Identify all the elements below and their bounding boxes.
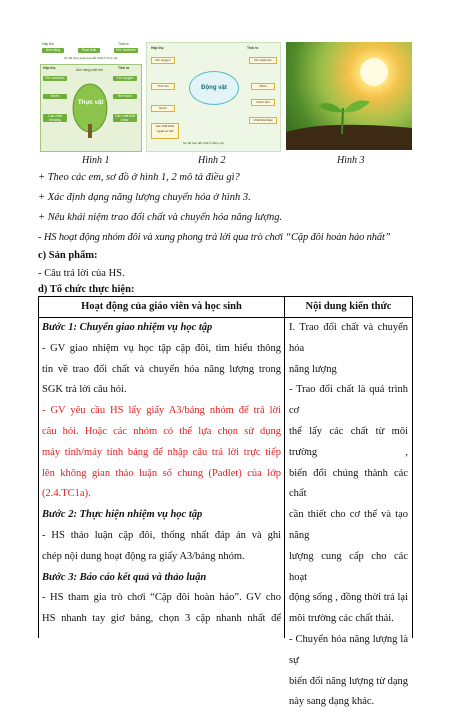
fig1-left-minerals: Các chất khoáng <box>43 114 67 122</box>
fig2-center-oval <box>189 71 239 105</box>
fig1-plant-shape <box>70 74 110 140</box>
fig2-left-header: Hấp thụ <box>151 46 164 50</box>
fig1-top-caption: Sơ đồ tổng quát trao đổi chất ở thực vật <box>64 56 118 60</box>
knowledge-line-2: năng lượng <box>289 363 337 375</box>
knowledge-line-9: môi trường các chất thải. <box>289 613 394 625</box>
fig2-right-header: Thải ra <box>247 46 259 50</box>
step-1-red-line-1: - GV yêu cầu HS lấy giấy A3/bảng nhóm để trả lời <box>42 405 281 417</box>
fig2-box-other-waste: Chất thải khác <box>249 117 277 124</box>
fig2-box-co2: Khí cacbonic <box>249 57 277 64</box>
knowledge-line-10: - Chuyển hóa năng lượng là sự <box>289 633 408 666</box>
question-line-1: + Theo các em, sơ đồ ở hình 1, 2 mô tả điều gì? <box>38 172 240 183</box>
step-2-line-1: - HS thảo luận cặp đôi, thống nhất đáp án và ghi <box>42 529 281 541</box>
step-3-title: Bước 3: Báo cáo kết quả và thảo luận <box>42 571 207 583</box>
seedling-illustration <box>286 42 412 150</box>
step-2-title: Bước 2: Thực hiện nhiệm vụ học tập <box>42 509 203 521</box>
step-3-line-1: - HS tham gia trò chơi “Cặp đôi hoàn hảo”. GV cho <box>42 592 281 604</box>
step-1-red-line-4: lên không gian thảo luận số chung (Padlet) của lớp <box>42 467 281 479</box>
section-d-heading: d) Tổ chức thực hiện: <box>38 284 135 295</box>
fig1-left-co2: Khí cacbonic <box>43 76 67 81</box>
fig1-top-label-left: Hấp thụ <box>42 42 54 46</box>
step-1-line-1: - GV giao nhiệm vụ học tập cặp đôi, tìm hiểu thông <box>42 342 281 354</box>
section-c-text: - Câu trả lời của HS. <box>38 268 125 279</box>
fig2-center-label: Động vật <box>201 85 227 91</box>
step-1-line-2: tin về trao đổi chất và chuyển hóa năng lượng trong <box>42 363 281 375</box>
table-header-right: Nội dung kiến thức <box>305 301 392 312</box>
question-line-2: + Xác định dạng năng lượng chuyển hóa ở hình 3. <box>38 192 251 203</box>
table-left-column <box>42 318 281 630</box>
fig2-box-oxygen: Khí oxygen <box>151 57 175 64</box>
knowledge-line-7: lượng cung cấp cho các hoạt <box>289 550 408 583</box>
table-right-column <box>289 318 408 713</box>
fig1-center-label: Thực vật <box>78 100 104 106</box>
caption-figure-3: Hình 3 <box>337 155 365 166</box>
fig1-center-sun: Ánh sáng mặt trời <box>76 68 103 72</box>
fig1-box-co2: Khí cacbonic <box>114 48 138 53</box>
figure-2-image <box>146 42 281 152</box>
step-1-title: Bước 1: Chuyển giao nhiệm vụ học tập <box>42 322 213 333</box>
fig1-right-oxygen: Khí oxygen <box>113 76 137 81</box>
fig1-left-water: Nước <box>43 94 67 99</box>
table-header-left: Hoạt động của giáo viên và học sinh <box>81 301 242 312</box>
knowledge-line-1: I. Trao đổi chất và chuyển hóa <box>289 322 408 354</box>
fig1-side-left-header: Hấp thụ <box>43 66 56 70</box>
caption-figure-1: Hình 1 <box>82 155 110 166</box>
knowledge-line-12: này sang dạng khác. <box>289 696 375 708</box>
step-2-line-2: chép nội dung hoạt động ra giấy A3/bảng nhóm. <box>42 550 245 562</box>
fig1-box-sunlight: Ánh sáng <box>42 48 64 53</box>
fig2-caption: Sơ đồ trao đổi chất ở động vật <box>183 141 224 145</box>
knowledge-line-11: biến đổi năng lượng từ dạng <box>289 675 408 687</box>
fig2-box-urine: Nước tiểu <box>251 99 275 106</box>
step-1-line-3: SGK trả lời câu hỏi. <box>42 384 127 396</box>
fig2-box-food: Thức ăn <box>151 83 175 90</box>
fig1-right-vapor: Hơi nước <box>113 94 137 99</box>
section-c-heading: c) Sản phẩm: <box>38 250 98 261</box>
fig1-box-plant: Hoạt chất <box>78 48 100 53</box>
question-line-3: + Nêu khái niệm trao đổi chất và chuyển hóa năng lượng. <box>38 212 283 223</box>
step-1-red-line-2: câu hỏi. Hoặc các nhóm có thể lựa chọn sử dụng <box>42 425 281 437</box>
knowledge-line-4: thể lấy các chất từ môi trường , <box>289 425 408 458</box>
fig2-box-water: Nước <box>151 105 175 112</box>
fig1-right-waste: Các chất thải khác <box>113 114 137 122</box>
table-column-divider <box>284 297 285 638</box>
fig1-side-right-header: Thải ra <box>118 66 130 70</box>
fig2-box-feces: Phân <box>251 83 275 90</box>
knowledge-line-8: động sống , đồng thời trả lại <box>289 592 408 604</box>
knowledge-line-3: - Trao đổi chất là quá trình cơ <box>289 384 408 417</box>
knowledge-line-6: cần thiết cho cơ thể và tạo năng <box>289 509 408 541</box>
activity-line: - HS hoạt động nhóm đôi và xung phong trả lời qua trò chơi “Cặp đôi hoàn hảo nhất” <box>38 232 391 243</box>
step-1-red-line-3: máy tính/máy tính bảng để nhập câu trả lời trực tiếp <box>42 446 281 458</box>
knowledge-line-5: biến đổi chúng thành các chất <box>289 467 408 500</box>
fig1-top-label-right: Thải ra <box>118 42 129 46</box>
fig2-box-other-substances: Các chất khác ngoài cơ thể <box>151 123 179 139</box>
step-1-red-line-5: (2.4.TC1a). <box>42 488 91 500</box>
caption-figure-2: Hình 2 <box>198 155 226 166</box>
activity-table <box>38 296 413 708</box>
figure-1-image <box>40 42 140 150</box>
step-3-line-2: HS nhanh tay giơ bảng, chọn 3 cặp nhanh nhất để <box>42 613 281 625</box>
figure-3-photo <box>286 42 412 150</box>
